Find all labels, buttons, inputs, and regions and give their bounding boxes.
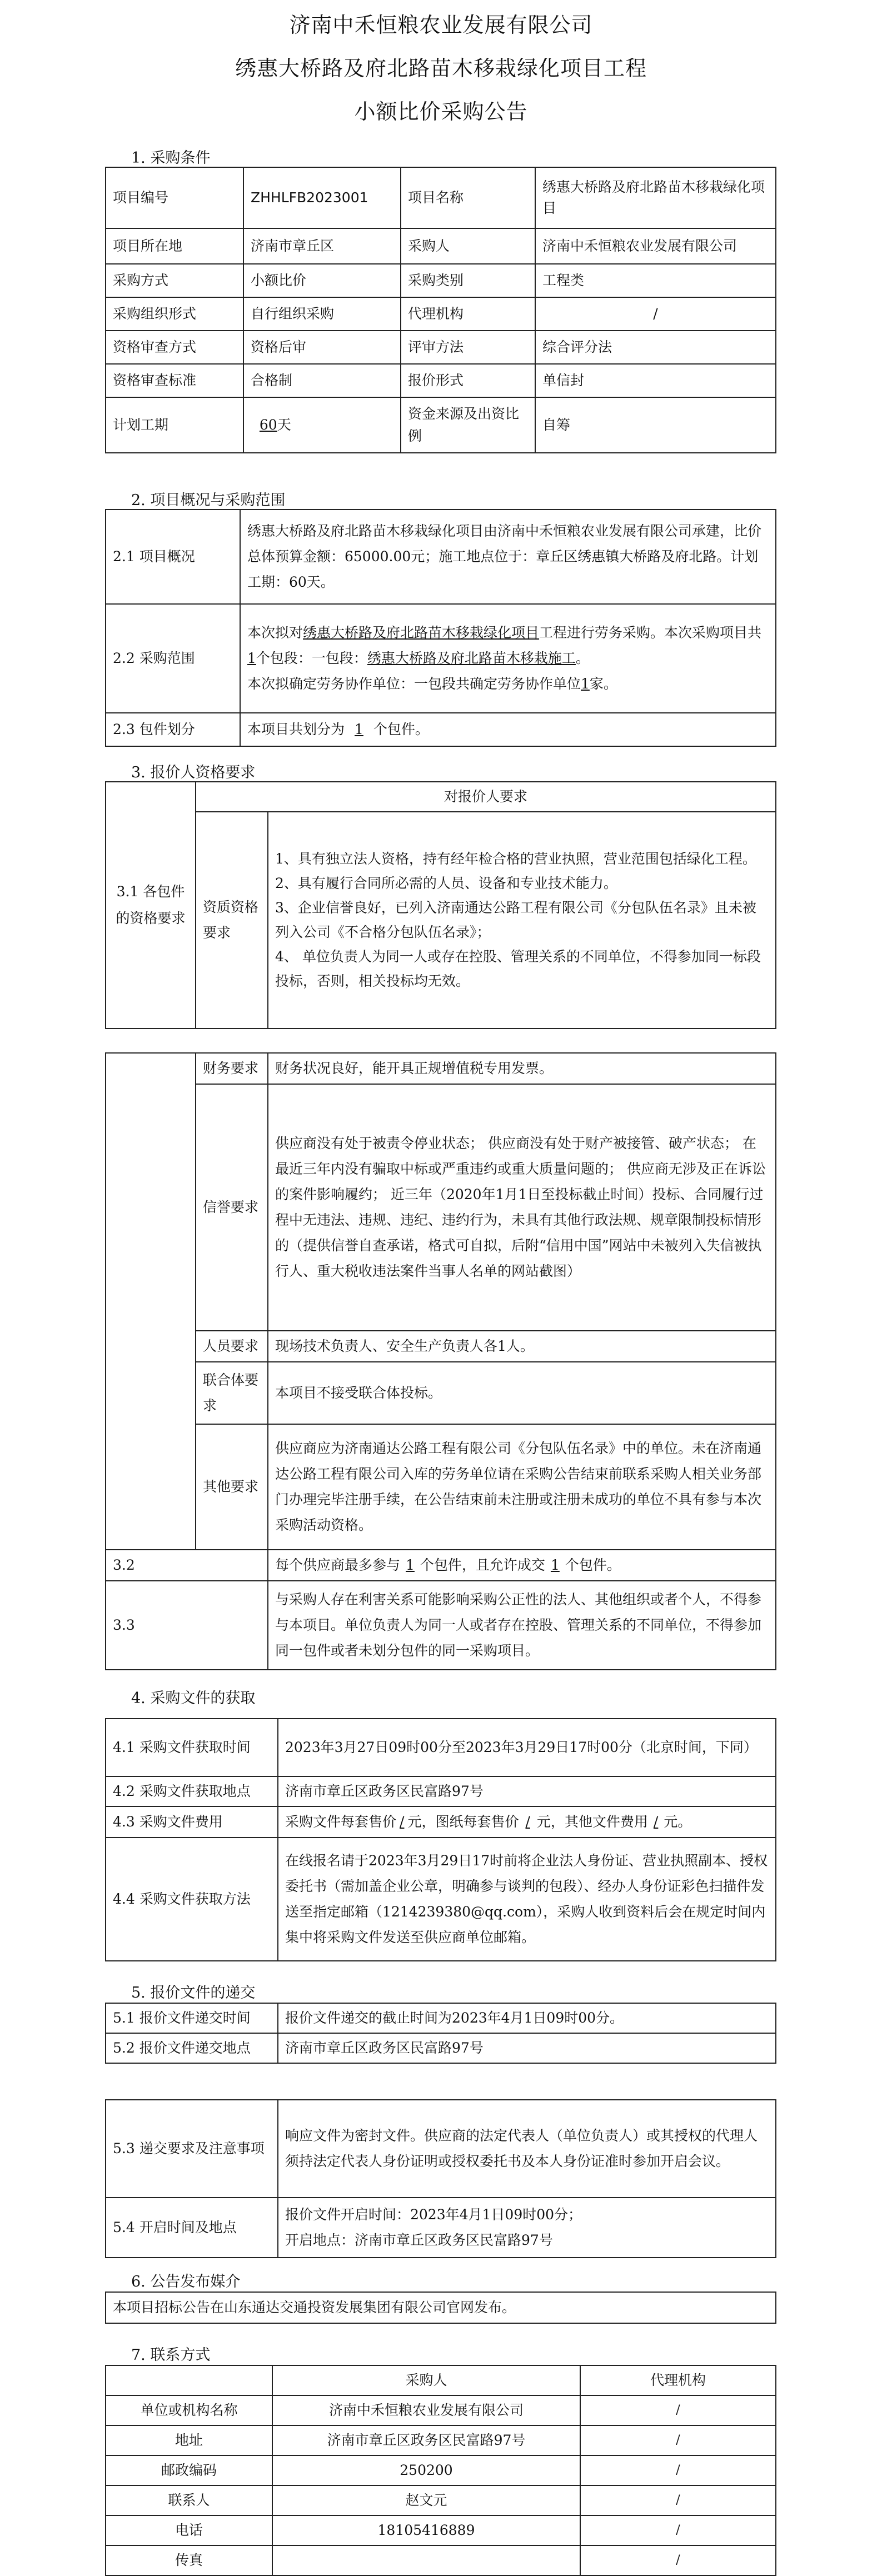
value-media: 本项目招标公告在山东通达交通投资发展集团有限公司官网发布。 — [106, 2292, 776, 2323]
qualification-item-4: 4、 单位负责人为同一人或存在控股、管理关系的不同单位，不得参加同一标段投标，否则，相关投标均无效。 — [275, 948, 761, 989]
requirements-left-blank — [106, 1053, 196, 1550]
value-overview: 绣惠大桥路及府北路苗木移栽绿化项目由济南中禾恒粮农业发展有限公司承建，比价总体预算金额：65000.00元；施工地点位于：章丘区绣惠镇大桥路及府北路。计划工期：60天。 — [240, 510, 776, 604]
rule-3-2-text-b: 个包件，且允许成交 — [420, 1557, 545, 1573]
value-credit: 供应商没有处于被责令停业状态； 供应商没有处于财产被接管、破产状态； 在最近三年内没有骗取中标或严重违约或重大质量问题的； 供应商无涉及正在诉讼的案件影响履约； 近三年（2020年1月1日至投标截止时间）投标、合同履行过程中无违法、违规、违纪、违约行为，未具有其他行政法规、规章限制投标情形的（提供信誉自查承诺，格式可自拟，后附“信用中国”网站中未被列入失信被执行人、重大税收违法案件当事人名单的网站截图） — [268, 1084, 776, 1331]
label-funding: 资金来源及出资比例 — [401, 397, 535, 453]
value-project-no: ZHHLFB2023001 — [243, 167, 401, 228]
label-project-name: 项目名称 — [401, 167, 535, 228]
label-phone: 电话 — [106, 2515, 272, 2545]
value-acq-time: 2023年3月27日09时00分至2023年3月29日17时00分（北京时间，下同） — [278, 1719, 776, 1776]
label-3-2: 3.2 — [106, 1550, 268, 1581]
division-text-a: 本项目共划分为 — [247, 721, 345, 737]
section-6-heading: 6. 公告发布媒介 — [131, 2273, 241, 2290]
value-eval-method: 综合评分法 — [535, 331, 776, 364]
section-4-heading: 4. 采购文件的获取 — [131, 1690, 256, 1707]
value-org-form: 自行组织采购 — [243, 297, 401, 331]
label-qualification: 资质资格要求 — [196, 812, 268, 1029]
label-package-qualification: 3.1 各包件的资格要求 — [106, 782, 196, 1029]
division-count: 1 — [355, 721, 363, 737]
label-submit-time: 5.1 报价文件递交时间 — [106, 2003, 278, 2033]
label-staff: 人员要求 — [196, 1331, 268, 1362]
header-buyer: 采购人 — [272, 2365, 580, 2395]
label-review-mode: 资格审查方式 — [106, 331, 243, 364]
fee-doc-price: / — [400, 1814, 405, 1830]
rule-3-2-text-c: 个包件。 — [565, 1557, 621, 1573]
buyer-postcode: 250200 — [272, 2455, 580, 2485]
requirements-table — [105, 1052, 776, 1670]
submission-table — [105, 2003, 776, 2064]
scope-partner-count: 1 — [581, 676, 590, 692]
label-contact: 联系人 — [106, 2485, 272, 2515]
label-duration: 计划工期 — [106, 397, 243, 453]
buyer-phone: 18105416889 — [272, 2515, 580, 2545]
value-3-2 — [268, 1550, 776, 1581]
label-acq-place: 4.2 采购文件获取地点 — [106, 1776, 278, 1806]
label-address: 地址 — [106, 2425, 272, 2455]
value-submit-place: 济南市章丘区政务区民富路97号 — [278, 2033, 776, 2063]
division-text-b: 个包件。 — [373, 721, 429, 737]
label-acq-time: 4.1 采购文件获取时间 — [106, 1719, 278, 1776]
label-finance: 财务要求 — [196, 1053, 268, 1084]
label-project-no: 项目编号 — [106, 167, 243, 228]
value-location: 济南市章丘区 — [243, 228, 401, 264]
label-submit-requirements: 5.3 递交要求及注意事项 — [106, 2100, 278, 2198]
value-other: 供应商应为济南通达公路工程有限公司《分包队伍名录》中的单位。未在济南通达公路工程有限公司入库的劳务单位请在采购公告结束前联系采购人相关业务部门办理完毕注册手续，在公告结束前未注册或注册未成功的单位不具有参与本次采购活动资格。 — [268, 1424, 776, 1550]
scope-text-f: 家。 — [589, 676, 617, 692]
label-quote-form: 报价形式 — [401, 364, 535, 397]
duration-number: 60 — [259, 417, 277, 433]
opening-table — [105, 2099, 776, 2258]
section-2-heading: 2. 项目概况与采购范围 — [131, 492, 286, 509]
document-acquisition-table — [105, 1718, 776, 1961]
qualification-table — [105, 781, 776, 1029]
label-category: 采购类别 — [401, 264, 535, 297]
fee-text-d: 元。 — [664, 1814, 692, 1830]
label-review-standard: 资格审查标准 — [106, 364, 243, 397]
value-quote-form: 单信封 — [535, 364, 776, 397]
value-scope — [240, 604, 776, 713]
label-eval-method: 评审方法 — [401, 331, 535, 364]
qualification-item-2: 2、具有履行合同所必需的人员、设备和专业技术能力。 — [275, 875, 617, 891]
procurement-conditions-table — [105, 167, 776, 453]
label-other: 其他要求 — [196, 1424, 268, 1550]
buyer-address: 济南市章丘区政务区民富路97号 — [272, 2425, 580, 2455]
value-buyer: 济南中禾恒粮农业发展有限公司 — [535, 228, 776, 264]
label-union: 联合体要求 — [196, 1362, 268, 1424]
rule-3-2-win-packages: 1 — [550, 1557, 560, 1573]
agent-fax: / — [580, 2545, 776, 2575]
agent-postcode: / — [580, 2455, 776, 2485]
contact-table — [105, 2365, 776, 2576]
agent-address: / — [580, 2425, 776, 2455]
label-agency: 代理机构 — [401, 297, 535, 331]
agent-contact: / — [580, 2485, 776, 2515]
label-credit: 信誉要求 — [196, 1084, 268, 1331]
rule-3-2-text-a: 每个供应商最多参与 — [275, 1557, 401, 1573]
scope-project-name: 绣惠大桥路及府北路苗木移栽绿化项目 — [303, 625, 540, 641]
label-acq-method: 4.4 采购文件获取方法 — [106, 1838, 278, 1961]
scope-text-a: 本次拟对 — [247, 625, 303, 641]
rule-3-2-max-packages: 1 — [406, 1557, 415, 1573]
label-fax: 传真 — [106, 2545, 272, 2575]
section-7-heading: 7. 联系方式 — [131, 2347, 211, 2364]
scope-text-d: 。 — [575, 650, 590, 666]
label-submit-place: 5.2 报价文件递交地点 — [106, 2033, 278, 2063]
scope-package-name: 绣惠大桥路及府北路苗木移栽施工 — [367, 650, 576, 666]
section-3-heading: 3. 报价人资格要求 — [131, 764, 256, 781]
fee-text-c: 元，其他文件费用 — [536, 1814, 648, 1830]
opening-place: 开启地点：济南市章丘区政务区民富路97号 — [285, 2232, 553, 2248]
project-title: 绣惠大桥路及府北路苗木移栽绿化项目工程 — [235, 56, 647, 81]
value-union: 本项目不接受联合体投标。 — [268, 1362, 776, 1424]
value-acq-fee — [278, 1806, 776, 1838]
label-org-name: 单位或机构名称 — [106, 2395, 272, 2425]
value-funding: 自筹 — [535, 397, 776, 453]
label-postcode: 邮政编码 — [106, 2455, 272, 2485]
fee-text-a: 采购文件每套售价 — [285, 1814, 397, 1830]
label-acq-fee: 4.3 采购文件费用 — [106, 1806, 278, 1838]
value-duration — [243, 397, 401, 453]
scope-text-e: 本次拟确定劳务协作单位：一包段共确定劳务协作单位 — [247, 676, 581, 692]
scope-package-count: 1 — [247, 650, 256, 666]
label-opening: 5.4 开启时间及地点 — [106, 2198, 278, 2258]
value-opening — [278, 2198, 776, 2258]
header-agent: 代理机构 — [580, 2365, 776, 2395]
section-1-heading: 1. 采购条件 — [131, 149, 211, 167]
value-submit-time: 报价文件递交的截止时间为2023年4月1日09时00分。 — [278, 2003, 776, 2033]
value-staff: 现场技术负责人、安全生产负责人各1人。 — [268, 1331, 776, 1362]
buyer-contact: 赵文元 — [272, 2485, 580, 2515]
value-finance: 财务状况良好，能开具正规增值税专用发票。 — [268, 1053, 776, 1084]
value-package-division — [240, 713, 776, 746]
agent-phone: / — [580, 2515, 776, 2545]
duration-unit: 天 — [277, 417, 291, 433]
value-project-name: 绣惠大桥路及府北路苗木移栽绿化项目 — [535, 167, 776, 228]
value-3-3: 与采购人存在利害关系可能影响采购公正性的法人、其他组织或者个人，不得参与本项目。单位负责人为同一人或者存在控股、管理关系的不同单位，不得参加同一包件或者未划分包件的同一采购项目。 — [268, 1581, 776, 1670]
fee-other-price: / — [653, 1814, 659, 1830]
label-overview: 2.1 项目概况 — [106, 510, 240, 604]
scope-text-b: 工程进行劳务采购。本次采购项目共 — [539, 625, 762, 641]
qualification-header: 对报价人要求 — [196, 782, 776, 812]
value-agency: / — [535, 297, 776, 331]
qualification-item-3: 3、企业信誉良好，已列入济南通达公路工程有限公司《分包队伍名录》且未被列入公司《不合格分包队伍名录》； — [275, 900, 756, 940]
value-method: 小额比价 — [243, 264, 401, 297]
label-method: 采购方式 — [106, 264, 243, 297]
label-org-form: 采购组织形式 — [106, 297, 243, 331]
label-package-division: 2.3 包件划分 — [106, 713, 240, 746]
notice-title: 小额比价采购公告 — [354, 99, 528, 124]
media-table — [105, 2292, 776, 2324]
value-acq-place: 济南市章丘区政务区民富路97号 — [278, 1776, 776, 1806]
opening-time: 报价文件开启时间：2023年4月1日09时00分； — [285, 2206, 582, 2223]
label-location: 项目所在地 — [106, 228, 243, 264]
contact-header-blank — [106, 2365, 272, 2395]
value-review-standard: 合格制 — [243, 364, 401, 397]
section-5-heading: 5. 报价文件的递交 — [131, 1984, 256, 2001]
company-title: 济南中禾恒粮农业发展有限公司 — [289, 13, 593, 37]
project-overview-table — [105, 509, 776, 747]
scope-text-c: 个包段：一包段： — [256, 650, 367, 666]
fee-text-b: 元，图纸每套售价 — [407, 1814, 519, 1830]
qualification-item-1: 1、具有独立法人资格，持有经年检合格的营业执照，营业范围包括绿化工程。 — [275, 851, 756, 867]
label-scope: 2.2 采购范围 — [106, 604, 240, 713]
agent-org-name: / — [580, 2395, 776, 2425]
value-submit-requirements: 响应文件为密封文件。供应商的法定代表人（单位负责人）或其授权的代理人须持法定代表人身份证明或授权委托书及本人身份证准时参加开启会议。 — [278, 2100, 776, 2198]
buyer-fax — [272, 2545, 580, 2575]
label-3-3: 3.3 — [106, 1581, 268, 1670]
label-buyer: 采购人 — [401, 228, 535, 264]
value-qualification — [268, 812, 776, 1029]
value-acq-method: 在线报名请于2023年3月29日17时前将企业法人身份证、营业执照副本、授权委托书（需加盖企业公章，明确参与谈判的包段）、经办人身份证彩色扫描件发送至指定邮箱（1214239380@qq.com），采购人收到资料后会在规定时间内集中将采购文件发送至供应商单位邮箱。 — [278, 1838, 776, 1961]
fee-drawing-price: / — [525, 1814, 530, 1830]
buyer-org-name: 济南中禾恒粮农业发展有限公司 — [272, 2395, 580, 2425]
value-review-mode: 资格后审 — [243, 331, 401, 364]
value-category: 工程类 — [535, 264, 776, 297]
